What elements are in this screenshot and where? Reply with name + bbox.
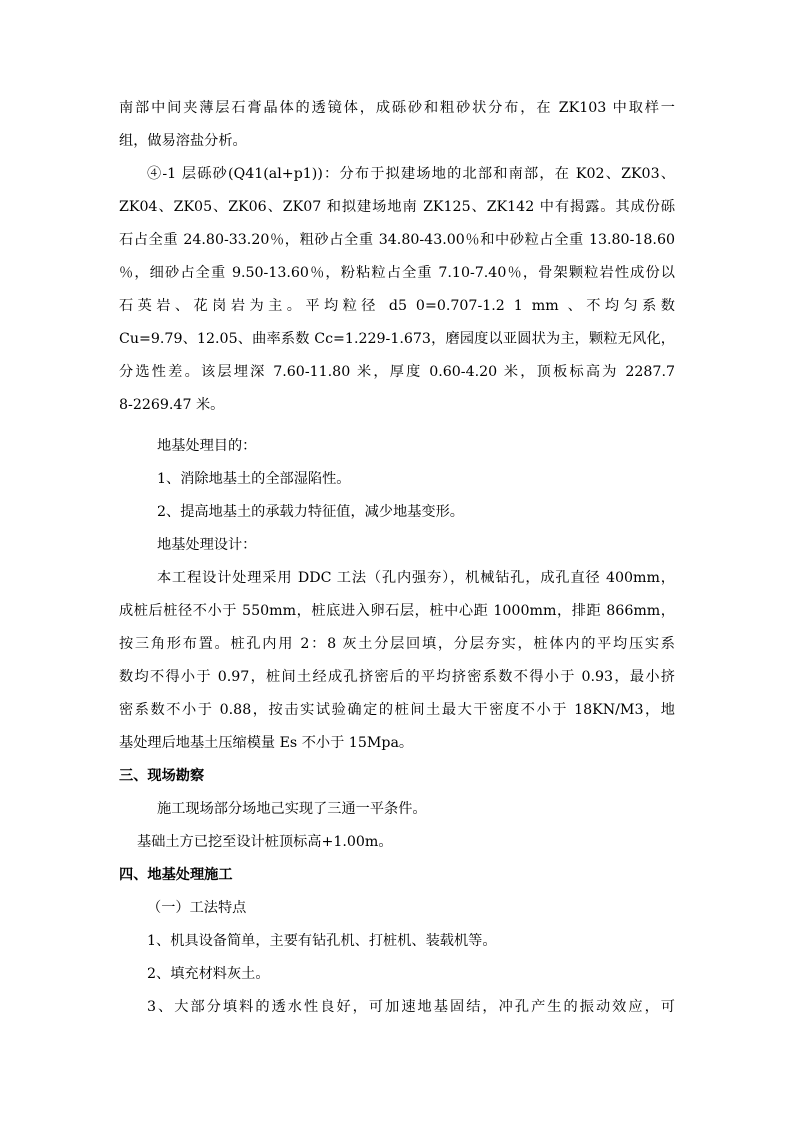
text-line: 石英岩、花岗岩为主。平均粒径 d5 0=0.707-1.2 1 mm 、不均匀系数 — [119, 298, 675, 314]
section-heading: 三、现场勘察 — [119, 768, 205, 784]
list-item: 1、机具设备简单，主要有钻孔机、打桩机、装载机等。 — [147, 933, 497, 949]
text-line: ％，细砂占全重 9.50-13.60％，粉粘粒占全重 7.10-7.40％，骨架颗粒岩性成份以 — [119, 265, 675, 281]
text-line: 分选性差。该层埋深 7.60-11.80 米，厚度 0.60-4.20 米，顶板标高为 2287.7 — [119, 364, 675, 380]
section-label: 地基处理设计： — [157, 537, 257, 553]
section-label: 地基处理目的： — [157, 438, 257, 454]
document-body — [119, 98, 675, 1030]
text-line: 密系数不小于 0.88，按击实试验确定的桩间土最大干密度不小于 18KN/M3，地 — [119, 702, 675, 718]
list-item: 2、提高地基土的承载力特征值，减少地基变形。 — [157, 504, 464, 520]
text-line: ZK04、ZK05、ZK06、ZK07 和拟建场地南 ZK125、ZK142 中有揭露。其成份砾 — [119, 199, 675, 215]
subsection-heading: （一）工法特点 — [147, 900, 247, 916]
text-line: 8-2269.47 米。 — [119, 397, 225, 413]
text-line: 数均不得小于 0.97，桩间土经成孔挤密后的平均挤密系数不得小于 0.93，最小挤 — [119, 669, 675, 685]
text-line: 本工程设计处理采用 DDC 工法（孔内强夯），机械钻孔，成孔直径 400mm， — [157, 570, 675, 586]
text-line: 按三角形布置。桩孔内用 2：8 灰土分层回填，分层夯实，桩体内的平均压实系 — [119, 636, 675, 652]
section-heading: 四、地基处理施工 — [119, 867, 233, 883]
text-line: Cu=9.79、12.05、曲率系数 Cc=1.229-1.673，磨园度以亚圆状为主，颗粒无风化， — [119, 331, 675, 347]
list-item: 2、填充材料灰土。 — [147, 966, 270, 982]
list-item: 3、大部分填料的透水性良好，可加速地基固结，冲孔产生的振动效应，可 — [147, 999, 675, 1015]
text-line: 基处理后地基土压缩模量 Es 不小于 15Mpa。 — [119, 735, 414, 751]
text-line: 石占全重 24.80-33.20％，粗砂占全重 34.80-43.00％和中砂粒占全重 13.80-18.60 — [119, 232, 675, 248]
text-line: 施工现场部分场地己实现了三通一平条件。 — [157, 801, 427, 817]
text-line: 基础土方已挖至设计桩顶标高+1.00m。 — [137, 834, 393, 850]
text-line: 南部中间夹薄层石膏晶体的透镜体，成砾砂和粗砂状分布，在 ZK103 中取样一 — [119, 100, 675, 116]
text-line: ④-1 层砾砂(Q41(al+p1))：分布于拟建场地的北部和南部，在 K02、ZK03、 — [147, 166, 675, 182]
list-item: 1、消除地基土的全部湿陷性。 — [157, 471, 351, 487]
text-line: 成桩后桩径不小于 550mm，桩底进入卵石层，桩中心距 1000mm，排距 866mm， — [119, 603, 675, 619]
text-line: 组，做易溶盐分析。 — [119, 133, 247, 149]
